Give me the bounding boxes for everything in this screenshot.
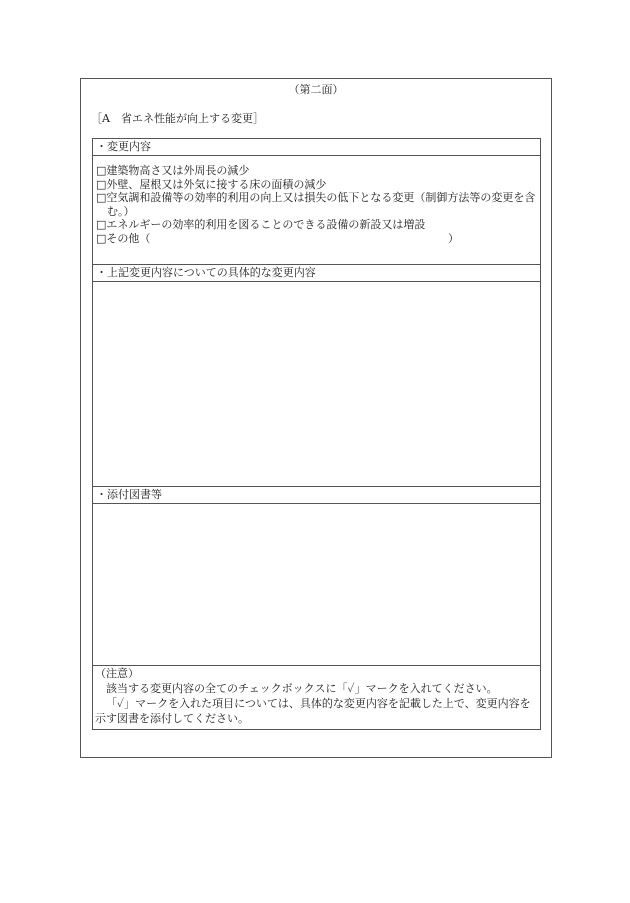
checklist-item-height[interactable] — [96, 164, 538, 178]
checklist-item-label: その他（ — [106, 231, 151, 245]
other-close-paren: ） — [448, 231, 459, 245]
attached-drawings-field[interactable] — [93, 504, 540, 664]
form-table — [92, 138, 541, 730]
checklist-item-hvac[interactable] — [96, 191, 538, 218]
specific-changes-field[interactable] — [93, 282, 540, 485]
checklist-item-label: 外壁、屋根又は外気に接する床の面積の減少 — [106, 177, 327, 191]
checkbox-icon[interactable]: □ — [96, 191, 107, 204]
page-frame — [80, 78, 552, 758]
checklist-item-equipment[interactable] — [96, 218, 538, 232]
checklist-item-label: エネルギーの効率的利用を図ることのできる設備の新設又は増設 — [106, 218, 426, 231]
checkbox-icon[interactable]: □ — [96, 231, 107, 245]
notes-block — [95, 666, 537, 726]
section-heading: ［A 省エネ性能が向上する変更］ — [91, 112, 264, 125]
specific-changes-label: ・上記変更内容についての具体的な変更内容 — [93, 265, 540, 282]
checkbox-icon[interactable]: □ — [96, 164, 107, 177]
checkbox-icon[interactable]: □ — [96, 177, 107, 191]
change-contents-label: ・変更内容 — [93, 139, 540, 156]
notes-line-1: 該当する変更内容の全てのチェックボックスに「✓」マークを入れてください。 — [106, 682, 498, 695]
checklist-item-area[interactable] — [96, 178, 538, 192]
checklist-item-label: 空気調和設備等の効率的利用の向上又は損失の低下となる変更（制御方法等の変更を含む。） — [106, 191, 536, 218]
notes-heading: （注意） — [95, 667, 139, 680]
checkbox-icon[interactable]: □ — [96, 218, 107, 231]
change-checklist — [96, 164, 538, 245]
notes-line-2: 「✓」マークを入れた項目については、具体的な変更内容を記載した上で、変更内容を示す図書を添付してください。 — [95, 697, 531, 725]
checklist-item-other[interactable] — [96, 232, 538, 246]
checklist-item-label: 建築物高さ又は外周長の減少 — [106, 164, 250, 177]
attached-drawings-label: ・添付図書等 — [93, 487, 540, 504]
page-title: （第二面） — [288, 83, 344, 96]
